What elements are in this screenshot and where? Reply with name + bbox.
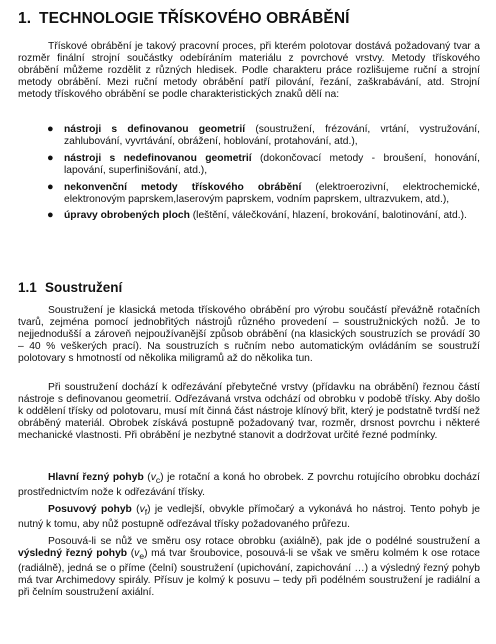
paragraph-text: je vedlejší, obvykle přímočarý a vykonává ho nástroj. Tento pohyb je nutný k tomu, aby nůž postupně odřezával třísky požadovaného průřezu. bbox=[18, 504, 480, 530]
list-item-text: (leštění, válečkování, hlazení, brokování, balotinování, atd.). bbox=[189, 210, 467, 222]
paragraph-text: má tvar šroubovice, posouvá-li se však ve směru kolmém k ose rotace (radiálně), jedná se o příme (čelní) soustružení (upichování, zapichování …) a výsledný řezný pohyb má tvar Archimedovy spirály. Přísuv je kolmý k posuvu – tedy při podélném soustružení je radiální a při čelním soustružení axiální. bbox=[18, 547, 480, 598]
symbol-subscript: c bbox=[155, 475, 161, 486]
symbol: v bbox=[134, 547, 140, 559]
term-resulting-motion: výsledný řezný pohyb bbox=[18, 547, 128, 559]
bullet-icon: ● bbox=[47, 180, 54, 193]
list-item bbox=[18, 210, 480, 222]
list-item bbox=[18, 124, 480, 148]
list-item bbox=[18, 182, 480, 206]
list-item-text: (dokončovací metody - broušení, honování, lapování, superfinišování, atd.), bbox=[64, 152, 480, 176]
symbol: v bbox=[139, 504, 145, 515]
section-title: Soustružení bbox=[45, 280, 123, 295]
paragraph-resulting-motion: Posouvá-li se nůž ve směru osy rotace obrobku (axiálně), pak jde o podélné soustružení a výsledný řezný pohyb $(v_e)$ má tvar šroubovice, posouvá-li se však ve směru kolmém k ose rotace (radiálně), jedná se o příme (čelní) soustružení (upichování, zapichování …) a výsledný řezný pohyb má tvar Archimedovy spirály. Přísuv je kolmý k posuvu – tedy při podélném soustružení je radiální a při čelním soustružení axiální. bbox=[18, 536, 480, 598]
bullet-icon: ● bbox=[47, 209, 54, 222]
paragraph-main-motion: Hlavní řezný pohyb $(v_c)$ je rotační a koná ho obrobek. Z povrchu rotujícího obrobku dochází prostřednictvím nože k odřezávání třísky. bbox=[18, 472, 481, 498]
bullet-icon: ● bbox=[47, 123, 54, 135]
section-heading bbox=[18, 280, 122, 295]
bullet-icon: ● bbox=[47, 151, 54, 164]
term-main-motion: Hlavní řezný pohyb bbox=[48, 472, 144, 483]
symbol: v bbox=[150, 472, 156, 483]
section-number: 1.1 bbox=[18, 280, 37, 295]
chapter-heading bbox=[18, 10, 350, 28]
list-item bbox=[18, 153, 480, 177]
symbol-subscript: e bbox=[139, 550, 145, 561]
paragraph-turning-intro: Soustružení je klasická metoda třískového obrábění pro výrobu součástí převážně rotačních tvarů, zejména pomocí jednobřitých nástrojů různého provedení – soustružnických nožů. Je to nejjednodušší a zároveň nejpoužívanější způsob obrábění (na klasických soustruzích se provádí 30 – 40 % veškerých prací). Na soustruzích s ručním nebo automatickým ovládáním se soustruží polotovary s hmotností od několika miligramů až do několika tun. bbox=[18, 305, 480, 364]
paragraph-text: Posouvá-li se nůž ve směru osy rotace obrobku (axiálně), pak jde o podélné soustružení a bbox=[48, 536, 480, 547]
paragraph-turning-process: Při soustružení dochází k odřezávání přebytečné vrstvy (přídavku na obrábění) řeznou částí nástroje s definovanou geometrií. Odřezávaná vrstva odchází od obrobku v podobě třísky. Aby došlo k oddělení třísky od polotovaru, musí mít činná část nástroje klínový břit, který je podstatně tvrdší než obráběný materiál. Obrobek získává postupně požadovaný tvar, rozměr, drsnost povrchu i některé mechanické vlastnosti. Při obrábění je nezbytné stanovit a dodržovat určité řezné podmínky. bbox=[18, 382, 480, 441]
intro-paragraph: Třískové obrábění je takový pracovní proces, při kterém polotovar dostává požadovaný tvar a rozměr finální strojní součástky odebíráním materiálu z povrchové vrstvy. Metody třískového obrábění můžeme rozdělit z různých hledisek. Podle charakteru práce rozlišujeme ruční a strojní metody obrábění. Mezi ruční metody obrábění patří pilování, řezání, zaškrabávání, atd. Strojní metody třískového obrábění se podle charakteristických znaků dělí na: bbox=[18, 41, 480, 100]
term-feed-motion: Posuvový pohyb bbox=[48, 504, 132, 515]
symbol-subscript: f bbox=[144, 507, 148, 518]
chapter-number: 1. bbox=[18, 10, 32, 27]
list-item-text: (soustružení, frézování, vrtání, vystružování, zahlubování, vyvrtávání, obrážení, hoblování, protahování, atd.), bbox=[64, 124, 480, 147]
list-item-term: úpravy obrobených ploch bbox=[64, 210, 190, 222]
list-item-text: (elektroerozivní, elektrochemické, elektronovým paprskem,laserovým paprskem, vodním paprskem, ultrazvukem, atd.), bbox=[64, 181, 480, 205]
list-item-term: nástroji s definovanou geometrií bbox=[64, 124, 246, 135]
paragraph-text: je rotační a koná ho obrobek. Z povrchu rotujícího obrobku dochází prostřednictvím nože k odřezávání třísky. bbox=[18, 472, 481, 498]
list-item-term: nekonvenční metody třískového obrábění bbox=[64, 181, 302, 193]
chapter-title: TECHNOLOGIE TŘÍSKOVÉHO OBRÁBĚNÍ bbox=[39, 10, 350, 27]
list-item-term: nástroji s nedefinovanou geometrií bbox=[64, 152, 252, 164]
paragraph-feed-motion: Posuvový pohyb $(v_f)$ je vedlejší, obvykle přímočarý a vykonává ho nástroj. Tento pohyb je nutný k tomu, aby nůž postupně odřezával třísky požadovaného průřezu. bbox=[18, 504, 480, 530]
methods-list bbox=[18, 124, 480, 227]
